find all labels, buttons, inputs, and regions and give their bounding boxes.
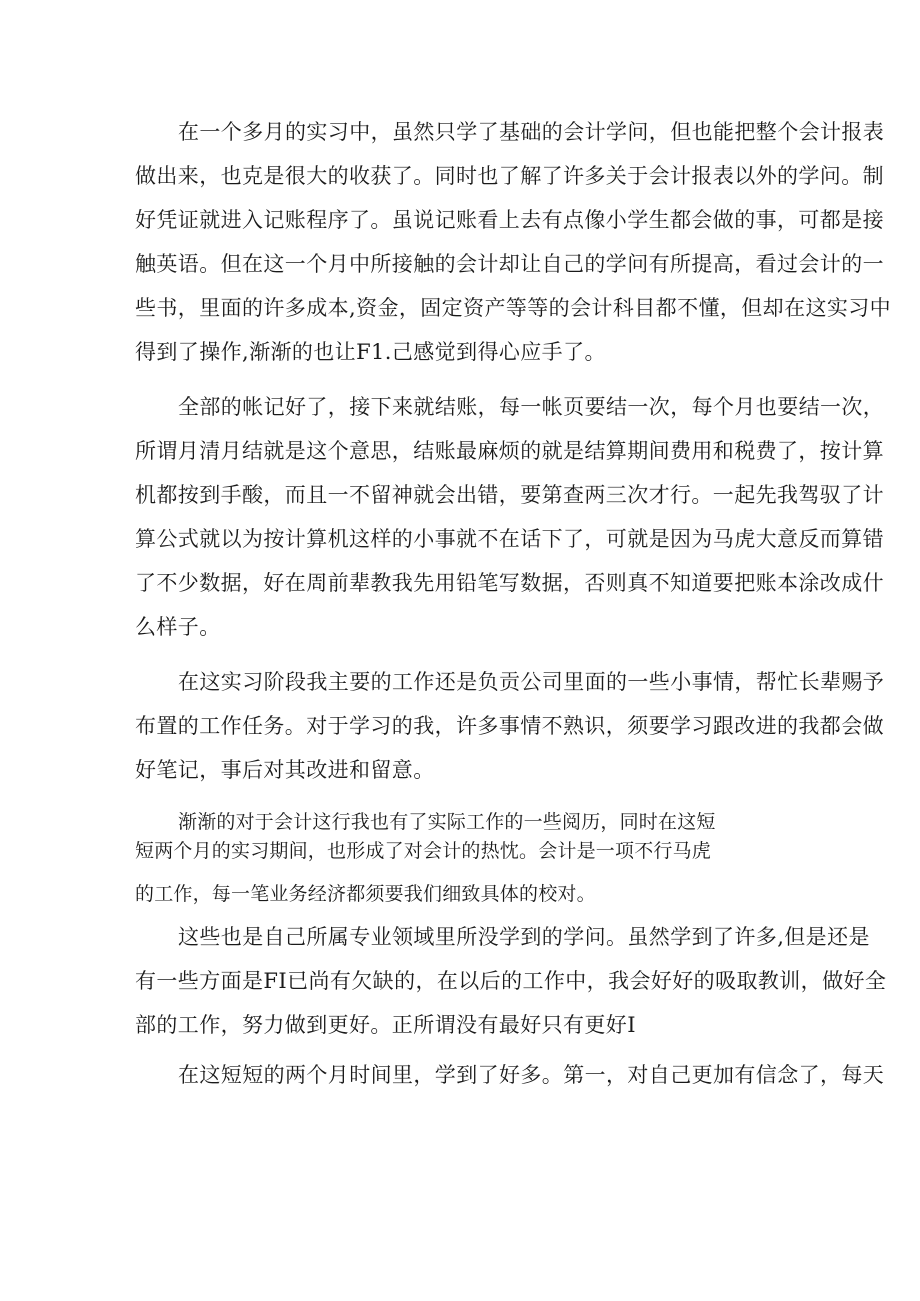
paragraph-6-line-1: 在这短短的两个月时间里，学到了好多。第一，对自己更加有信念了，每天 bbox=[178, 1063, 885, 1087]
paragraph-5-line-1: 这些也是自己所属专业领域里所没学到的学问。虽然学到了许多,但是还是 bbox=[178, 925, 870, 949]
paragraph-1-line-5: 些书，里面的许多成本,资金，固定资产等等的会计科目都不懂，但却在这实习中 bbox=[135, 296, 892, 320]
paragraph-5-line-2: 有一些方面是FI已尚有欠缺的，在以后的工作中，我会好好的吸取教训，做好全 bbox=[135, 969, 887, 993]
paragraph-4-line-3: 的工作，每一笔业务经济都须要我们细致具体的校对。 bbox=[135, 883, 596, 905]
paragraph-1-line-3: 好凭证就进入记账程序了。虽说记账看上去有点像小学生都会做的事，可都是接 bbox=[135, 208, 884, 232]
paragraph-3-line-1: 在这实习阶段我主要的工作还是负贡公司里面的一些小事情，帮忙长辈赐予 bbox=[178, 670, 885, 694]
paragraph-1-line-6: 得到了操作,渐渐的也让F1.己感觉到得心应手了。 bbox=[135, 340, 606, 364]
paragraph-2-line-3: 机都按到手酸，而且一不留神就会出错，要第查两三次才行。一起先我驾驭了计 bbox=[135, 483, 884, 507]
paragraph-1-line-1: 在一个多月的实习中，虽然只学了基础的会计学问，但也能把整个会计报表 bbox=[178, 120, 885, 144]
paragraph-1-line-4: 触英语。但在这一个月中所接触的会计却让自己的学问有所提高，看过会计的一 bbox=[135, 252, 884, 276]
paragraph-2-line-2: 所谓月清月结就是这个意思，结账最麻烦的就是结算期间费用和税费了，按计算 bbox=[135, 439, 884, 463]
paragraph-1-line-2: 做出来，也克是很大的收获了。同时也了解了许多关于会计报表以外的学问。制 bbox=[135, 164, 884, 188]
paragraph-3-line-3: 好笔记，事后对其改进和留意。 bbox=[135, 758, 435, 782]
paragraph-4-line-2: 短两个月的实习期间，也形成了对会计的热忱。会计是一项不行马虎 bbox=[135, 840, 712, 862]
paragraph-2-line-1: 全部的帐记好了，接下来就结账，每一帐页要结一次，每个月也要结一次， bbox=[178, 395, 885, 419]
paragraph-2-line-6: 么样子。 bbox=[135, 615, 221, 639]
paragraph-2-line-5: 了不少数据，好在周前辈教我先用铅笔写数据，否则真不知道要把账本涂改成什 bbox=[135, 571, 884, 595]
paragraph-2-line-4: 算公式就以为按计算机这样的小事就不在话下了，可就是因为马虎大意反而算错 bbox=[135, 527, 884, 551]
paragraph-3-line-2: 布置的工作任务。对于学习的我，许多事情不熟识，须要学习跟改进的我都会做 bbox=[135, 714, 884, 738]
paragraph-4-line-1: 渐渐的对于会计这行我也有了实际工作的一些阅历，同时在这短 bbox=[178, 811, 716, 833]
paragraph-5-line-3: 部的工作，努力做到更好。正所谓没有最好只有更好I bbox=[135, 1013, 636, 1037]
